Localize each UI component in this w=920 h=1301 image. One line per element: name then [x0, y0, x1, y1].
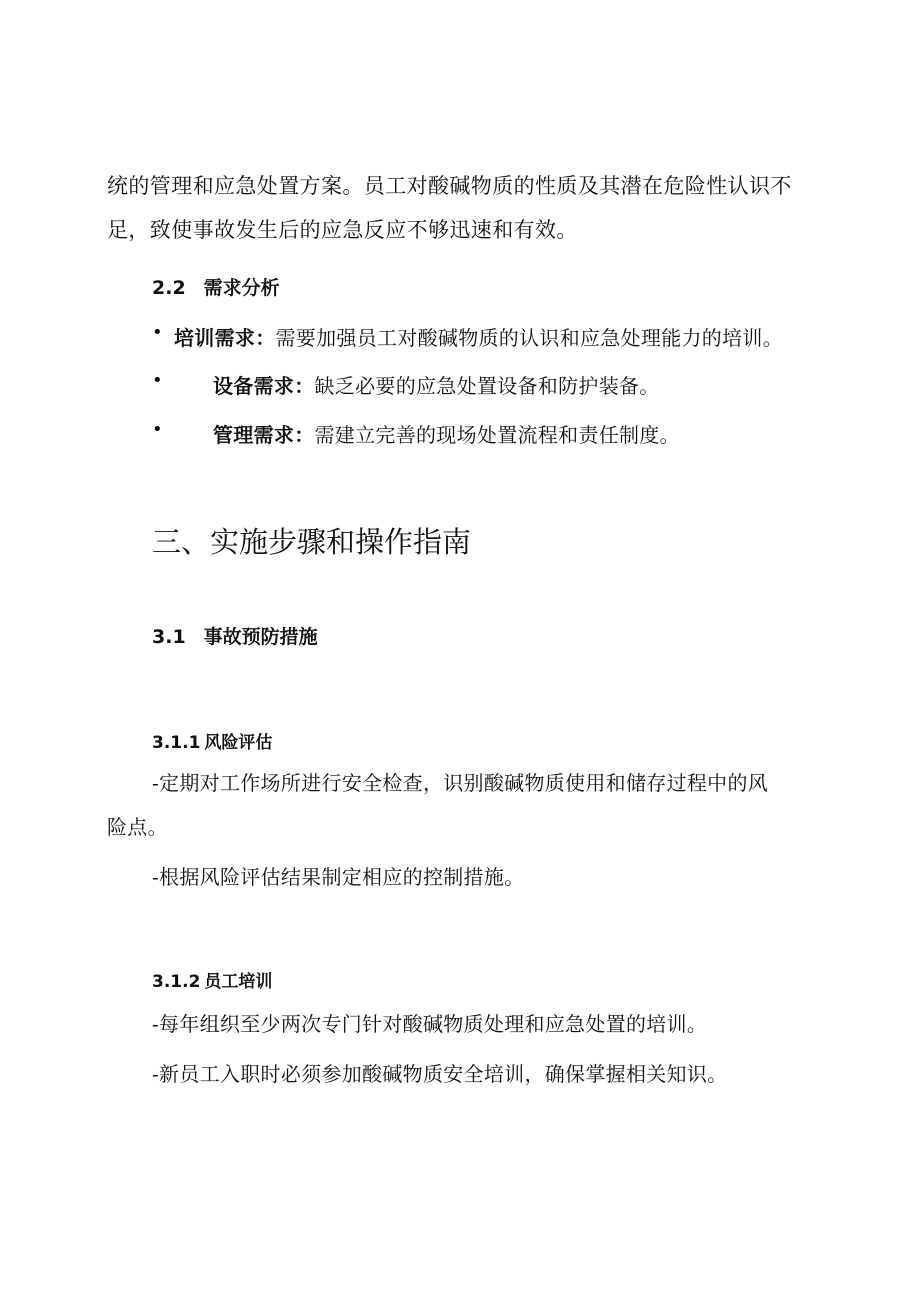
training-item-2-line-1: -新员工入职时必须参加酸碱物质安全培训，确保掌握相关知识。 [152, 1062, 728, 1086]
chapter-3-heading: 三、实施步骤和操作指南 [152, 525, 472, 559]
risk-item-1-line-1: -定期对工作场所进行安全检查，识别酸碱物质使用和储存过程中的风 [152, 771, 769, 795]
training-item-2 [152, 1052, 727, 1096]
bullet-equipment-label: 设备需求： [213, 374, 315, 398]
intro-paragraph [107, 164, 807, 252]
training-item-1-line-1: -每年组织至少两次专门针对酸碱物质处理和应急处置的培训。 [152, 1012, 708, 1036]
section-2-2-heading [152, 273, 280, 300]
training-item-1 [152, 1002, 707, 1046]
bullet-equipment-text: 缺乏必要的应急处置设备和防护装备。 [314, 374, 660, 398]
risk-item-2 [152, 855, 524, 899]
section-3-1-title: 事故预防措施 [203, 626, 318, 648]
bullet-management-label: 管理需求： [213, 423, 315, 447]
section-3-1-2-heading [152, 967, 272, 992]
section-3-1-number: 3.1 [152, 626, 186, 648]
section-3-1-2-title: 员工培训 [204, 972, 273, 992]
section-2-2-title: 需求分析 [203, 277, 280, 299]
section-3-1-heading [152, 622, 318, 649]
bullet-dot: • [152, 419, 163, 440]
section-3-1-1-number: 3.1.1 [152, 733, 201, 753]
risk-item-1-continued [107, 805, 168, 849]
bullet-dot: • [152, 322, 163, 343]
risk-item-2-line-1: -根据风险评估结果制定相应的控制措施。 [152, 865, 525, 889]
risk-item-1-line-2: 险点。 [107, 815, 168, 839]
section-3-1-1-title: 风险评估 [204, 733, 273, 753]
bullet-training [152, 322, 783, 351]
bullet-dot: • [152, 370, 163, 391]
bullet-management-text: 需建立完善的现场处置流程和责任制度。 [314, 423, 680, 447]
bullet-management [152, 419, 680, 448]
section-3-1-1-heading [152, 728, 272, 753]
bullet-training-text: 需要加强员工对酸碱物质的认识和应急处理能力的培训。 [275, 326, 783, 350]
bullet-training-label: 培训需求： [174, 326, 276, 350]
bullet-equipment [152, 370, 660, 399]
section-3-1-2-number: 3.1.2 [152, 972, 201, 992]
intro-line-2: 足，致使事故发生后的应急反应不够迅速和有效。 [107, 218, 578, 242]
intro-line-1: 统的管理和应急处置方案。员工对酸碱物质的性质及其潜在危险性认识不 [107, 174, 792, 198]
risk-item-1 [152, 761, 768, 805]
section-2-2-number: 2.2 [152, 277, 186, 299]
